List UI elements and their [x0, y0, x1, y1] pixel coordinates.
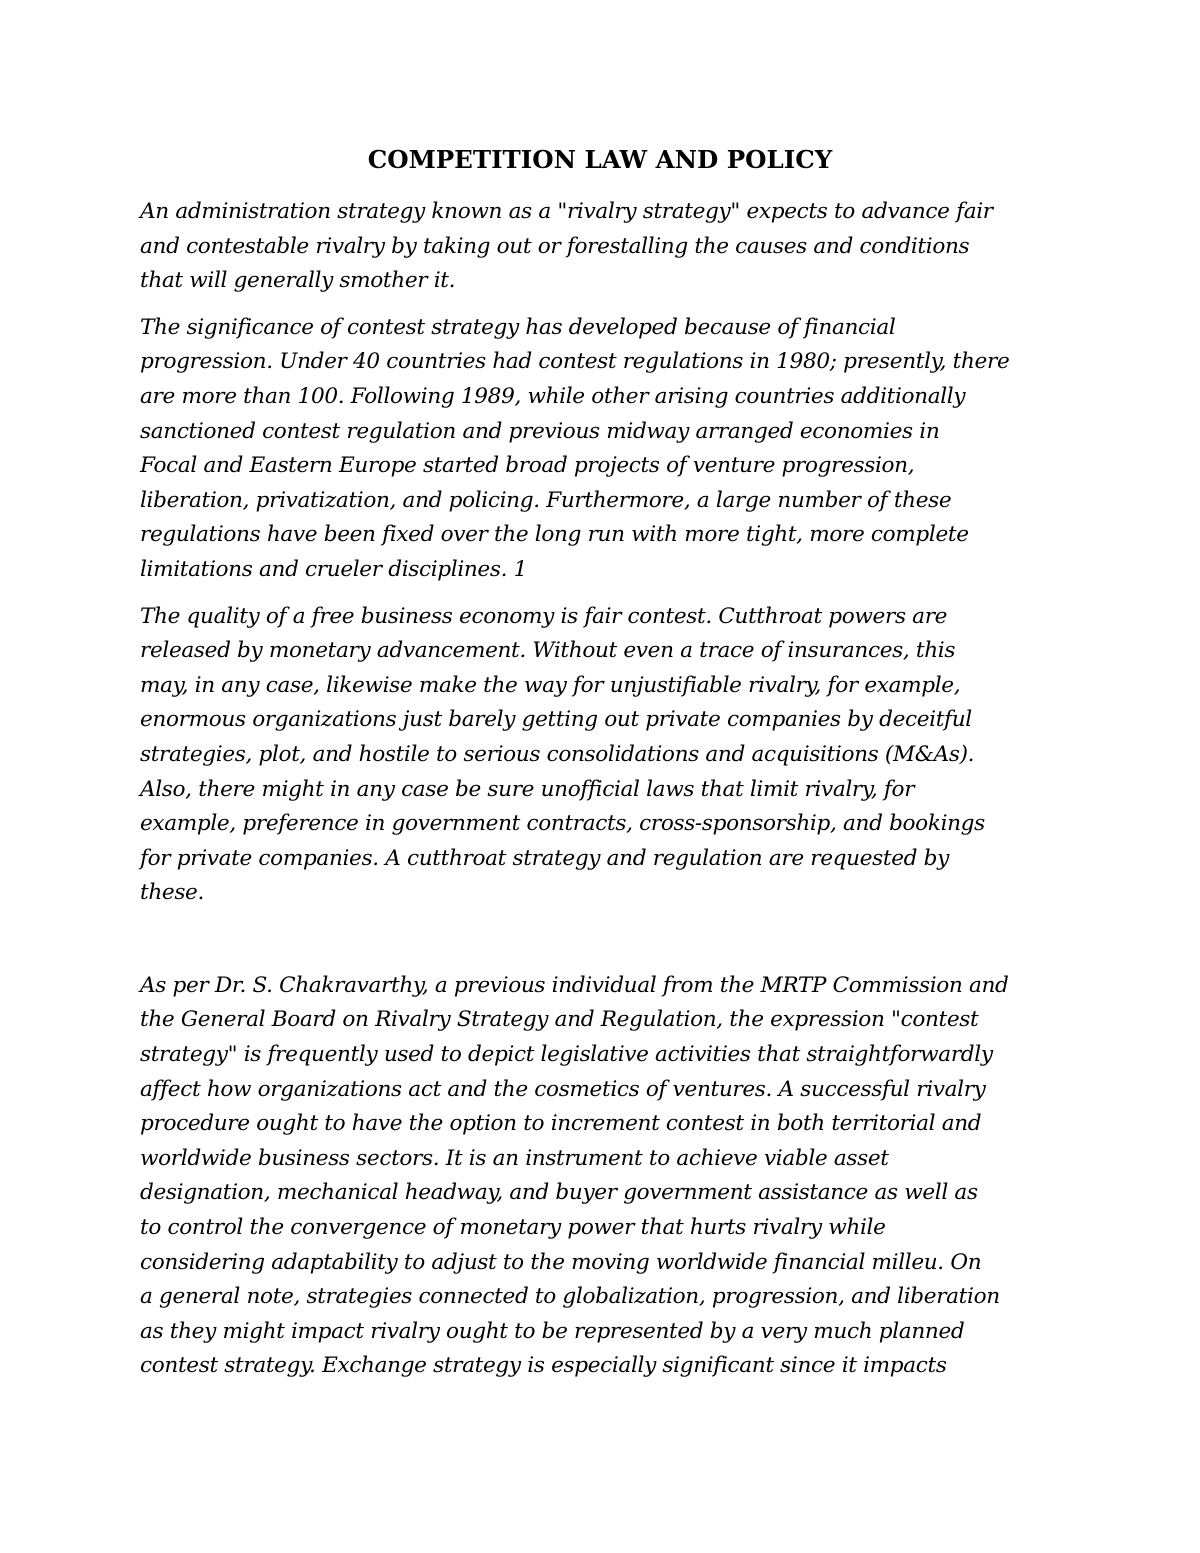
- paragraph-2: The significance of contest strategy has developed because of financial progression. Under 40 countries had contest regulations in 1980; presently, there are more than 100. Following 1989, while other arising countries additionally sanctioned contest regulation and previous midway arranged economies in Focal and Eastern Europe started broad projects of venture progression, liberation, privatization, and policing. Furthermore, a large number of these regulations have been fixed over the long run with more tight, more complete limitations and crueler disciplines. 1: [140, 314, 1010, 582]
- paragraph-3: The quality of a free business economy is fair contest. Cutthroat powers are released by monetary advancement. Without even a trace of insurances, this may, in any case, likewise make the way for unjustifiable rivalry, for example, enormous organizations just barely getting out private companies by deceitful strategies, plot, and hostile to serious consolidations and acquisitions (M&As). Also, there might in any case be sure unofficial laws that limit rivalry, for example, preference in government contracts, cross-sponsorship, and bookings for private companies. A cutthroat strategy and regulation are requested by these.: [140, 603, 985, 906]
- document-title: COMPETITION LAW AND POLICY: [367, 145, 833, 174]
- paragraph-4: As per Dr. S. Chakravarthy, a previous individual from the MRTP Commission and the General Board on Rivalry Strategy and Regulation, the expression "contest strategy" is frequently used to depict legislative activities that straightforwardly affect how organizations act and the cosmetics of ventures. A successful rivalry procedure ought to have the option to increment contest in both territorial and worldwide business sectors. It is an instrument to achieve viable asset designation, mechanical headway, and buyer government assistance as well as to control the convergence of monetary power that hurts rivalry while considering adaptability to adjust to the moving worldwide financial milleu. On a general note, strategies connected to globalization, progression, and liberation as they might impact rivalry ought to be represented by a very much planned contest strategy. Exchange strategy is especially significant since it impacts: [140, 972, 1009, 1379]
- blank-line: [140, 923, 1060, 969]
- paragraph-1: An administration strategy known as a "rivalry strategy" expects to advance fair and contestable rivalry by taking out or forestalling the causes and conditions that will generally smother it.: [140, 199, 993, 294]
